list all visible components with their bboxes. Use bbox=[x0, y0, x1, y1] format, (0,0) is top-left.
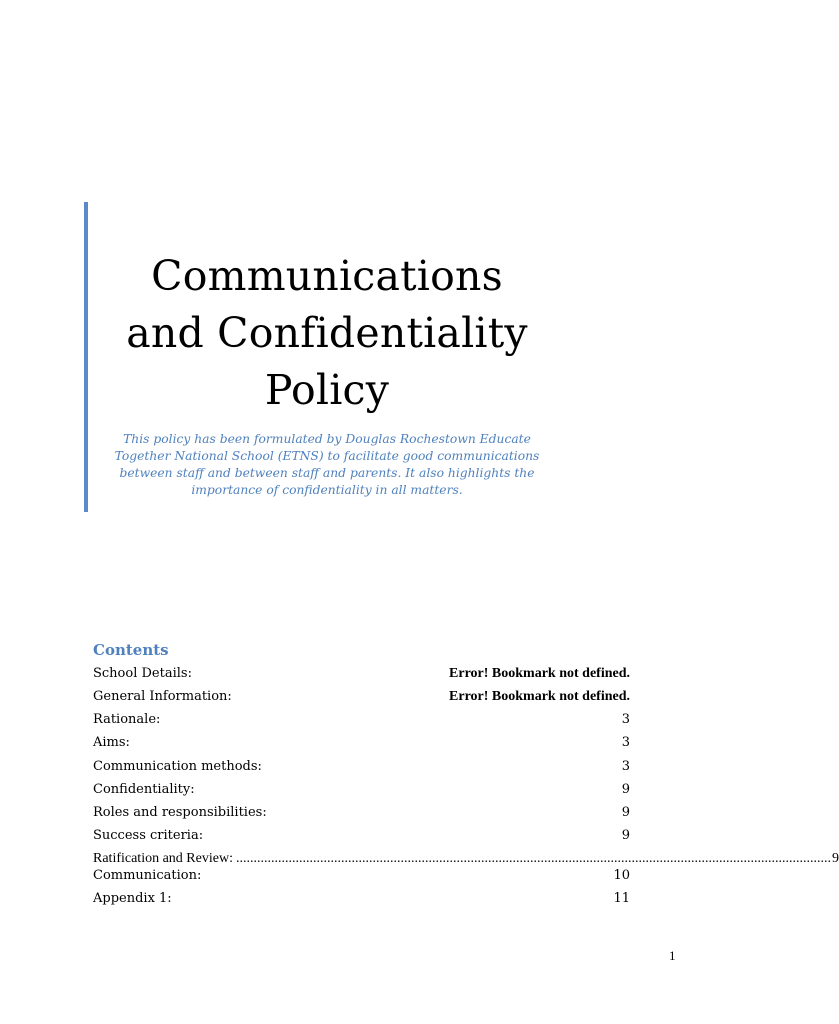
toc-entry-rationale[interactable] bbox=[93, 710, 630, 730]
toc-entry-label: Communication methods: bbox=[93, 759, 262, 774]
toc-entry-label: Aims: bbox=[93, 735, 130, 750]
title-line: Communications bbox=[151, 252, 503, 300]
toc-entry-page: 3 bbox=[621, 759, 630, 774]
toc-entry-page: 9 bbox=[621, 782, 630, 797]
toc-entry-page: Error! Bookmark not defined. bbox=[449, 689, 630, 704]
toc-entry-page: 11 bbox=[613, 891, 630, 906]
toc-entry-label: Ratification and Review: bbox=[93, 851, 233, 866]
toc-entry-label: Rationale: bbox=[93, 712, 161, 727]
toc-entry-label: Communication: bbox=[93, 868, 202, 883]
toc-entry-success-criteria[interactable] bbox=[93, 826, 630, 846]
toc-entry-communication-methods[interactable] bbox=[93, 757, 630, 777]
document-subtitle: This policy has been formulated by Douglas Rochestown Educate Together National School (ETNS) to facilitate good communications between staff and between staff and parents. It also highlights the importance of confidentiality in all matters. bbox=[114, 432, 540, 497]
toc-entry-page: 3 bbox=[621, 712, 630, 727]
toc-entry-label: Appendix 1: bbox=[93, 891, 172, 906]
toc-entry-page: Error! Bookmark not defined. bbox=[449, 666, 630, 681]
toc-entry-page: 9 bbox=[621, 828, 630, 843]
contents-heading: Contents bbox=[93, 641, 169, 659]
toc-entry-aims[interactable] bbox=[93, 733, 630, 753]
toc-entry-confidentiality[interactable] bbox=[93, 780, 630, 800]
title-line: Policy bbox=[264, 366, 390, 414]
toc-entry-page: 3 bbox=[621, 735, 630, 750]
title-line: and Confidentiality bbox=[126, 309, 528, 357]
toc-entry-appendix-1[interactable] bbox=[93, 889, 630, 909]
title-accent-bar bbox=[84, 202, 88, 512]
toc-entry-label: Confidentiality: bbox=[93, 782, 195, 797]
toc-entry-roles-and-responsibilities[interactable] bbox=[93, 803, 630, 823]
toc-entry-label: Success criteria: bbox=[93, 828, 204, 843]
toc-entry-page: 9 bbox=[831, 851, 839, 866]
toc-dot-leader: .......................................................................................................................................................................... bbox=[235, 851, 831, 866]
toc-entry-page: 9 bbox=[621, 805, 630, 820]
toc-entry-page: 10 bbox=[613, 868, 630, 883]
page-number: 1 bbox=[669, 948, 676, 963]
toc-entry-label: General Information: bbox=[93, 689, 232, 704]
toc-entry-school-details[interactable] bbox=[93, 664, 630, 684]
toc-entry-label: Roles and responsibilities: bbox=[93, 805, 267, 820]
toc-entry-communication[interactable] bbox=[93, 866, 630, 886]
document-title bbox=[90, 248, 564, 419]
toc-entry-label: School Details: bbox=[93, 666, 192, 681]
toc-entry-general-information[interactable] bbox=[93, 687, 630, 707]
